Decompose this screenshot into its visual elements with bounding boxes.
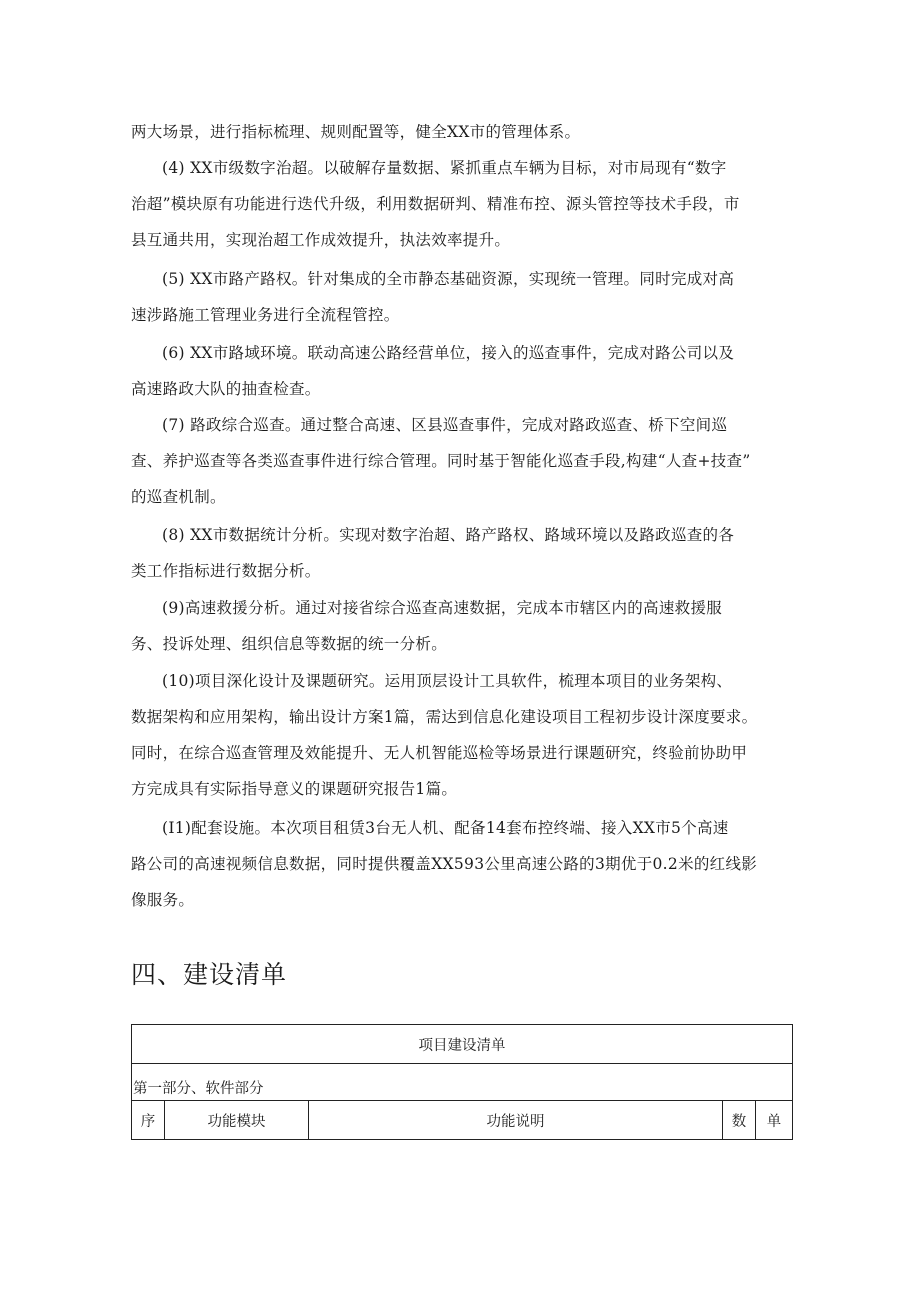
paragraph-item-11: (I1)配套设施。本次项目租赁3台无人机、配备14套布控终端、接入XX市5个高速 路公司的高速视频信息数据，同时提供覆盖XX593公里高速公路的3期优于0.2米的红线影 像服务。 xyxy=(131,819,758,909)
paragraph-item-4: (4) XX市级数字治超。以破解存量数据、紧抓重点车辆为目标，对市局现有“数字 治超”模块原有功能进行迭代升级，利用数据研判、精准布控、源头管控等技术手段，市 县互通共用，实现治超工作成效提升，执法效率提升。 xyxy=(131,159,740,249)
table-title: 项目建设清单 xyxy=(132,1025,793,1064)
header-description: 功能说明 xyxy=(309,1101,723,1140)
paragraph-item-9: (9)高速救援分析。通过对接省综合巡查高速数据，完成本市辖区内的高速救援服 务、投诉处理、组织信息等数据的统一分析。 xyxy=(131,599,723,653)
section-heading: 四、建设清单 xyxy=(131,960,288,989)
table-header-row xyxy=(132,1101,793,1140)
table-title-row xyxy=(132,1025,793,1064)
paragraph-item-8: (8) XX市数据统计分析。实现对数字治超、路产路权、路域环境以及路政巡查的各 类工作指标进行数据分析。 xyxy=(131,526,735,580)
paragraph-scenes: 两大场景，进行指标梳理、规则配置等，健全XX市的管理体系。 xyxy=(131,123,581,141)
paragraph-item-10: (10)项目深化设计及课题研究。运用顶层设计工具软件，梳理本项目的业务架构、 数据架构和应用架构，输出设计方案1篇，需达到信息化建设项目工程初步设计深度要求。 同时，在综合巡查管理及效能提升、无人机智能巡检等场景进行课题研究，终验前协助甲 方完成具有实际指导意义的课题研究报告1篇。 xyxy=(131,672,758,798)
header-quantity: 数 xyxy=(723,1101,756,1140)
construction-list-table xyxy=(131,1024,793,1140)
header-unit: 单 xyxy=(756,1101,793,1140)
table-part-row xyxy=(132,1064,793,1101)
paragraph-item-6: (6) XX市路域环境。联动高速公路经营单位，接入的巡查事件，完成对路公司以及 高速路政大队的抽查检查。 xyxy=(131,344,735,398)
paragraph-item-7: (7) 路政综合巡查。通过整合高速、区县巡查事件，完成对路政巡查、桥下空间巡 查、养护巡查等各类巡查事件进行综合管理。同时基于智能化巡查手段,构建“人查+技查” 的巡查机制。 xyxy=(131,416,751,506)
table-part-label: 第一部分、软件部分 xyxy=(132,1064,793,1101)
paragraph-item-5: (5) XX市路产路权。针对集成的全市静态基础资源，实现统一管理。同时完成对高 速涉路施工管理业务进行全流程管控。 xyxy=(131,270,735,324)
header-module: 功能模块 xyxy=(165,1101,309,1140)
header-index: 序 xyxy=(132,1101,165,1140)
